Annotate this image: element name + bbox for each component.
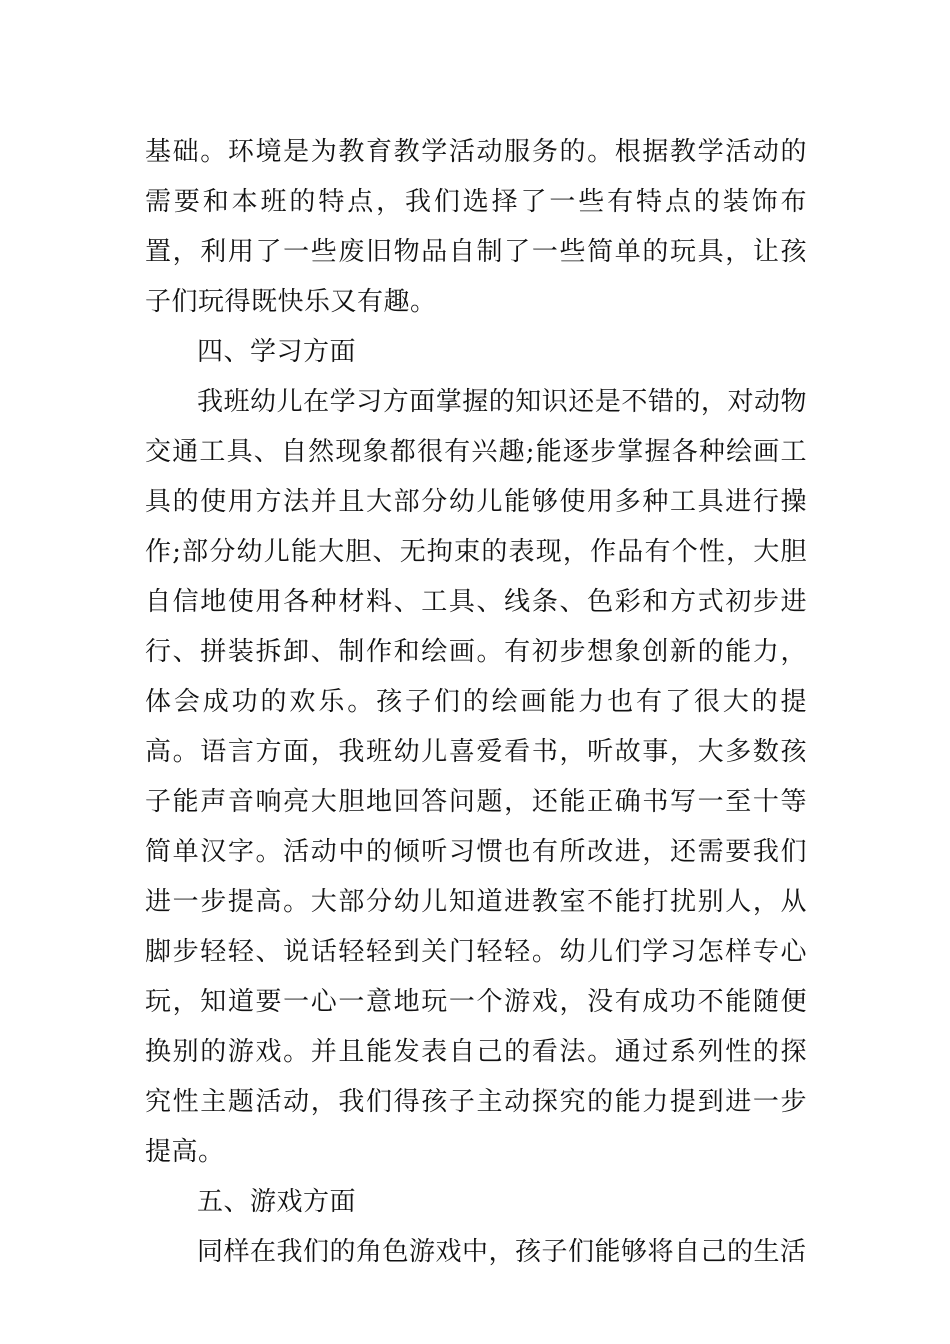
paragraph-learning: 我班幼儿在学习方面掌握的知识还是不错的，对动物交通工具、自然现象都很有兴趣;能逐步掌握各种绘画工具的使用方法并且大部分幼儿能够使用多种工具进行操作;部分幼儿能大胆、无拘束的表现，作品有个性，大胆自信地使用各种材料、工具、线条、色彩和方式初步进行、拼装拆卸、制作和绘画。有初步想象创新的能力，体会成功的欢乐。孩子们的绘画能力也有了很大的提高。语言方面，我班幼儿喜爱看书，听故事，大多数孩子能声音响亮大胆地回答问题，还能正确书写一至十等简单汉字。活动中的倾听习惯也有所改进，还需要我们进一步提高。大部分幼儿知道进教室不能打扰别人，从脚步轻轻、说话轻轻到关门轻轻。幼儿们学习怎样专心玩，知道要一心一意地玩一个游戏，没有成功不能随便换别的游戏。并且能发表自己的看法。通过系列性的探究性主题活动，我们得孩子主动探究的能力提到进一步提高。 — [145, 387, 807, 1167]
section-heading-games: 五、游戏方面 — [197, 1187, 357, 1217]
section-heading-learning: 四、学习方面 — [197, 337, 357, 367]
document-body — [145, 127, 807, 1277]
paragraph-games: 同样在我们的角色游戏中，孩子们能够将自己的生活 — [197, 1237, 807, 1267]
paragraph-environment-continued: 基础。环境是为教育教学活动服务的。根据教学活动的需要和本班的特点，我们选择了一些有特点的装饰布置，利用了一些废旧物品自制了一些简单的玩具，让孩子们玩得既快乐又有趣。 — [145, 137, 807, 317]
